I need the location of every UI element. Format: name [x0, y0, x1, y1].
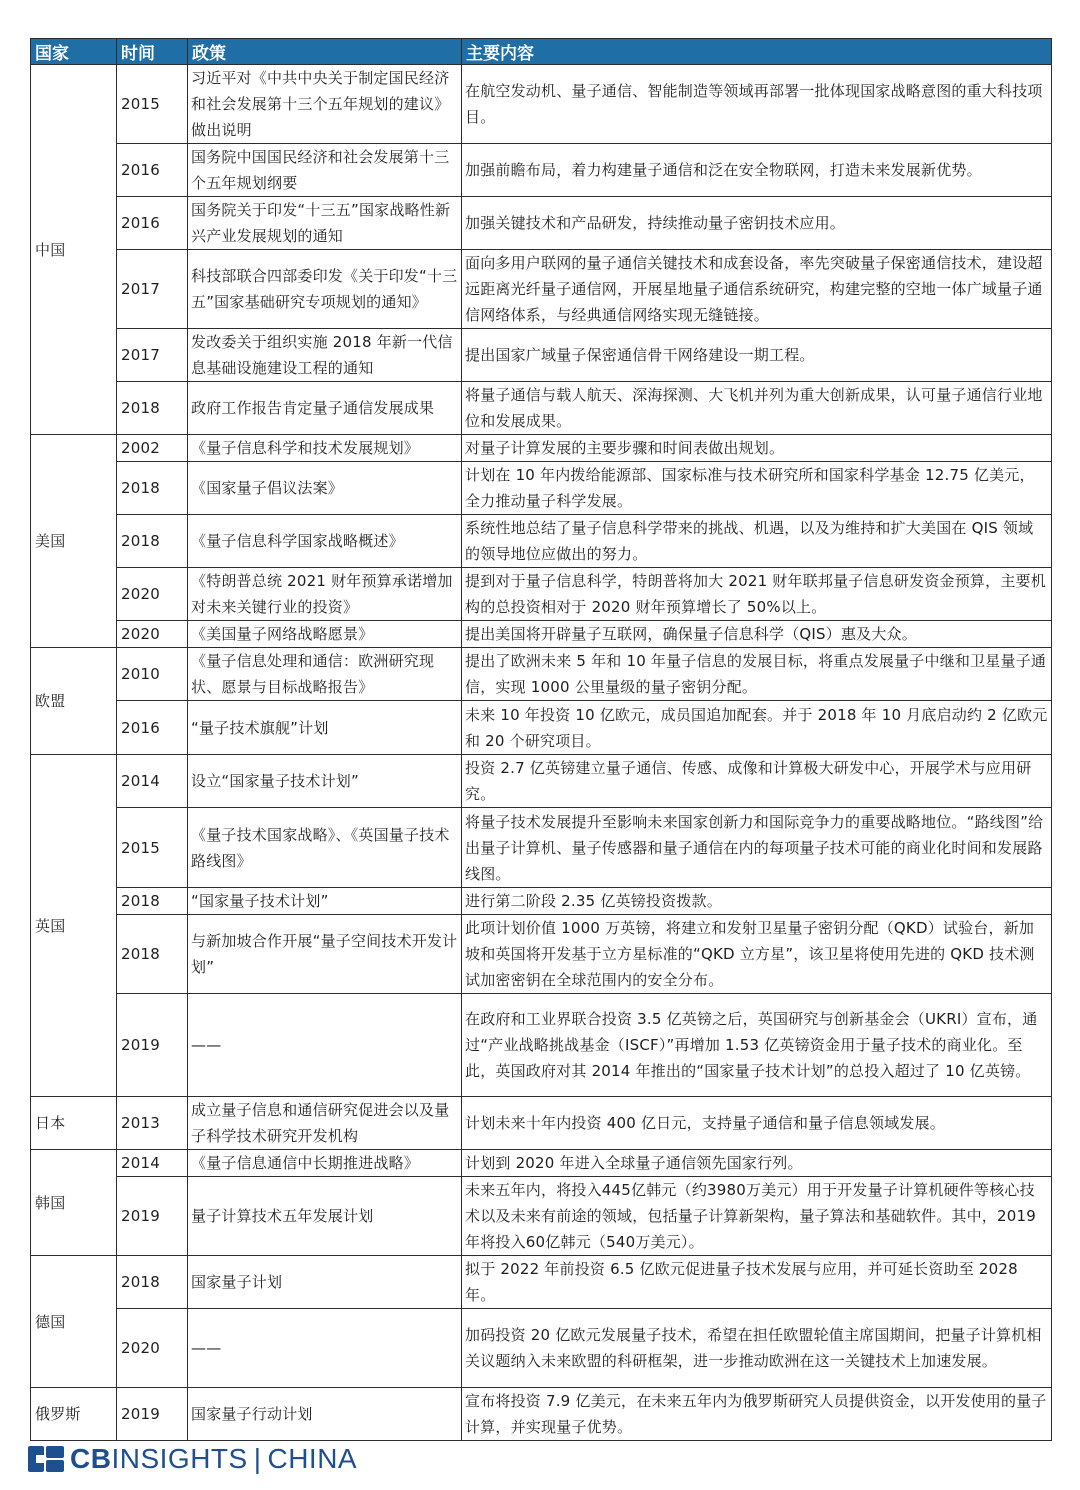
content-cell: 投资 2.7 亿英镑建立量子通信、传感、成像和计算极大研发中心，开展学术与应用研究。 [462, 755, 1052, 808]
table-row [31, 250, 1052, 329]
year-cell: 2002 [117, 435, 188, 462]
table-row [31, 1309, 1052, 1388]
content-cell: 提出国家广域量子保密通信骨干网络建设一期工程。 [462, 329, 1052, 382]
year-cell: 2014 [117, 1150, 188, 1177]
year-cell: 2018 [117, 515, 188, 568]
policy-cell: 《量子信息科学和技术发展规划》 [188, 435, 462, 462]
country-cell: 德国 [31, 1256, 117, 1388]
table-row [31, 515, 1052, 568]
content-cell: 未来 10 年投资 10 亿欧元，成员国追加配套。并于 2018 年 10 月底启动约 2 亿欧元和 20 个研究项目。 [462, 701, 1052, 755]
policy-cell: —— [188, 994, 462, 1097]
year-cell: 2017 [117, 250, 188, 329]
year-cell: 2018 [117, 888, 188, 915]
table-row [31, 1177, 1052, 1256]
policy-cell: 《量子信息处理和通信：欧洲研究现状、愿景与目标战略报告》 [188, 648, 462, 701]
logo-wordmark [70, 1443, 357, 1475]
table-row [31, 888, 1052, 915]
policy-cell: 政府工作报告肯定量子通信发展成果 [188, 382, 462, 435]
year-cell: 2020 [117, 621, 188, 648]
content-cell: 提到对于量子信息科学，特朗普将加大 2021 财年联邦量子信息研发资金预算，主要机构的总投资相对于 2020 财年预算增长了 50%以上。 [462, 568, 1052, 621]
table-row [31, 1256, 1052, 1309]
header-country: 国家 [31, 39, 117, 65]
content-cell: 计划到 2020 年进入全球量子通信领先国家行列。 [462, 1150, 1052, 1177]
policy-cell: —— [188, 1309, 462, 1388]
table-header-row [31, 39, 1052, 65]
logo-cb-text: CB [70, 1443, 112, 1474]
table-row [31, 755, 1052, 808]
country-cell: 韩国 [31, 1150, 117, 1256]
content-cell: 加强关键技术和产品研发，持续推动量子密钥技术应用。 [462, 197, 1052, 250]
table-row [31, 994, 1052, 1097]
cbinsights-logo-icon [28, 1446, 64, 1472]
policy-cell: 国家量子行动计划 [188, 1388, 462, 1441]
policy-table-wrapper [30, 38, 1051, 1441]
content-cell: 面向多用户联网的量子通信关键技术和成套设备，率先突破量子保密通信技术，建设超远距离光纤量子通信网，开展星地量子通信系统研究，构建完整的空地一体广域量子通信网络体系，与经典通信网络实现无缝链接。 [462, 250, 1052, 329]
policy-cell: 国务院关于印发“十三五”国家战略性新兴产业发展规划的通知 [188, 197, 462, 250]
content-cell: 未来五年内，将投入445亿韩元（约3980万美元）用于开发量子计算机硬件等核心技术以及未来有前途的领域，包括量子计算新架构，量子算法和基础软件。其中，2019年将投入60亿韩元（540万美元）。 [462, 1177, 1052, 1256]
table-row [31, 382, 1052, 435]
policy-cell: “国家量子技术计划” [188, 888, 462, 915]
year-cell: 2016 [117, 197, 188, 250]
header-policy: 政策 [188, 39, 462, 65]
year-cell: 2016 [117, 701, 188, 755]
year-cell: 2019 [117, 1388, 188, 1441]
logo-insights-text: INSIGHTS [111, 1443, 248, 1474]
country-cell: 美国 [31, 435, 117, 648]
policy-cell: 国家量子计划 [188, 1256, 462, 1309]
header-year: 时间 [117, 39, 188, 65]
year-cell: 2018 [117, 462, 188, 515]
content-cell: 宣布将投资 7.9 亿美元，在未来五年内为俄罗斯研究人员提供资金，以开发使用的量子计算，并实现量子优势。 [462, 1388, 1052, 1441]
policy-cell: 《国家量子倡议法案》 [188, 462, 462, 515]
table-row [31, 915, 1052, 994]
content-cell: 加强前瞻布局，着力构建量子通信和泛在安全物联网，打造未来发展新优势。 [462, 144, 1052, 197]
content-cell: 系统性地总结了量子信息科学带来的挑战、机遇，以及为维持和扩大美国在 QIS 领域的领导地位应做出的努力。 [462, 515, 1052, 568]
table-row [31, 329, 1052, 382]
table-row [31, 1097, 1052, 1150]
country-cell: 俄罗斯 [31, 1388, 117, 1441]
country-cell: 日本 [31, 1097, 117, 1150]
cbinsights-china-logo [28, 1442, 357, 1476]
year-cell: 2017 [117, 329, 188, 382]
year-cell: 2015 [117, 65, 188, 144]
content-cell: 计划在 10 年内拨给能源部、国家标准与技术研究所和国家科学基金 12.75 亿美元，全力推动量子科学发展。 [462, 462, 1052, 515]
policy-cell: 国务院中国国民经济和社会发展第十三个五年规划纲要 [188, 144, 462, 197]
country-cell: 英国 [31, 755, 117, 1097]
logo-separator: | [253, 1443, 262, 1474]
policy-cell: 《美国量子网络战略愿景》 [188, 621, 462, 648]
country-cell: 欧盟 [31, 648, 117, 755]
content-cell: 计划未来十年内投资 400 亿日元，支持量子通信和量子信息领域发展。 [462, 1097, 1052, 1150]
year-cell: 2018 [117, 1256, 188, 1309]
content-cell: 此项计划价值 1000 万英镑，将建立和发射卫星量子密钥分配（QKD）试验台，新加坡和英国将开发基于立方星标准的“QKD 立方星”，该卫星将使用先进的 QKD 技术测试加密密钥在全球范围内的安全分布。 [462, 915, 1052, 994]
country-cell: 中国 [31, 65, 117, 435]
table-row [31, 435, 1052, 462]
policy-cell: 成立量子信息和通信研究促进会以及量子科学技术研究开发机构 [188, 1097, 462, 1150]
content-cell: 将量子技术发展提升至影响未来国家创新力和国际竞争力的重要战略地位。“路线图”给出量子计算机、量子传感器和量子通信在内的每项量子技术可能的商业化时间和发展路线图。 [462, 808, 1052, 888]
logo-china-text: CHINA [267, 1443, 358, 1474]
table-row [31, 648, 1052, 701]
year-cell: 2019 [117, 1177, 188, 1256]
content-cell: 在航空发动机、量子通信、智能制造等领域再部署一批体现国家战略意图的重大科技项目。 [462, 65, 1052, 144]
year-cell: 2018 [117, 915, 188, 994]
year-cell: 2013 [117, 1097, 188, 1150]
table-row [31, 462, 1052, 515]
content-cell: 将量子通信与载人航天、深海探测、大飞机并列为重大创新成果，认可量子通信行业地位和发展成果。 [462, 382, 1052, 435]
quantum-policy-table [30, 38, 1052, 1441]
content-cell: 提出了欧洲未来 5 年和 10 年量子信息的发展目标，将重点发展量子中继和卫星量子通信，实现 1000 公里量级的量子密钥分配。 [462, 648, 1052, 701]
policy-cell: 发改委关于组织实施 2018 年新一代信息基础设施建设工程的通知 [188, 329, 462, 382]
year-cell: 2014 [117, 755, 188, 808]
table-row [31, 1388, 1052, 1441]
content-cell: 对量子计算发展的主要步骤和时间表做出规划。 [462, 435, 1052, 462]
table-row [31, 808, 1052, 888]
table-row [31, 197, 1052, 250]
table-body [31, 65, 1052, 1441]
content-cell: 在政府和工业界联合投资 3.5 亿英镑之后，英国研究与创新基金会（UKRI）宣布，通过“产业战略挑战基金（ISCF）”再增加 1.53 亿英镑资金用于量子技术的商业化。至此，英国政府对其 2014 年推出的“国家量子技术计划”的总投入超过了 10 亿英镑。 [462, 994, 1052, 1097]
policy-cell: 科技部联合四部委印发《关于印发“十三五”国家基础研究专项规划的通知》 [188, 250, 462, 329]
table-row [31, 1150, 1052, 1177]
policy-cell: “量子技术旗舰”计划 [188, 701, 462, 755]
header-content: 主要内容 [462, 39, 1052, 65]
table-row [31, 144, 1052, 197]
policy-cell: 与新加坡合作开展“量子空间技术开发计划” [188, 915, 462, 994]
table-row [31, 701, 1052, 755]
table-row [31, 65, 1052, 144]
policy-cell: 《量子信息通信中长期推进战略》 [188, 1150, 462, 1177]
year-cell: 2015 [117, 808, 188, 888]
policy-cell: 设立“国家量子技术计划” [188, 755, 462, 808]
table-row [31, 621, 1052, 648]
policy-cell: 《量子技术国家战略》、《英国量子技术路线图》 [188, 808, 462, 888]
content-cell: 提出美国将开辟量子互联网，确保量子信息科学（QIS）惠及大众。 [462, 621, 1052, 648]
year-cell: 2020 [117, 1309, 188, 1388]
year-cell: 2020 [117, 568, 188, 621]
policy-cell: 《量子信息科学国家战略概述》 [188, 515, 462, 568]
policy-cell: 量子计算技术五年发展计划 [188, 1177, 462, 1256]
year-cell: 2018 [117, 382, 188, 435]
content-cell: 拟于 2022 年前投资 6.5 亿欧元促进量子技术发展与应用，并可延长资助至 2028 年。 [462, 1256, 1052, 1309]
content-cell: 进行第二阶段 2.35 亿英镑投资拨款。 [462, 888, 1052, 915]
policy-cell: 习近平对《中共中央关于制定国民经济和社会发展第十三个五年规划的建议》做出说明 [188, 65, 462, 144]
year-cell: 2010 [117, 648, 188, 701]
table-row [31, 568, 1052, 621]
year-cell: 2019 [117, 994, 188, 1097]
content-cell: 加码投资 20 亿欧元发展量子技术，希望在担任欧盟轮值主席国期间，把量子计算机相关议题纳入未来欧盟的科研框架，进一步推动欧洲在这一关键技术上加速发展。 [462, 1309, 1052, 1388]
policy-cell: 《特朗普总统 2021 财年预算承诺增加对未来关键行业的投资》 [188, 568, 462, 621]
year-cell: 2016 [117, 144, 188, 197]
